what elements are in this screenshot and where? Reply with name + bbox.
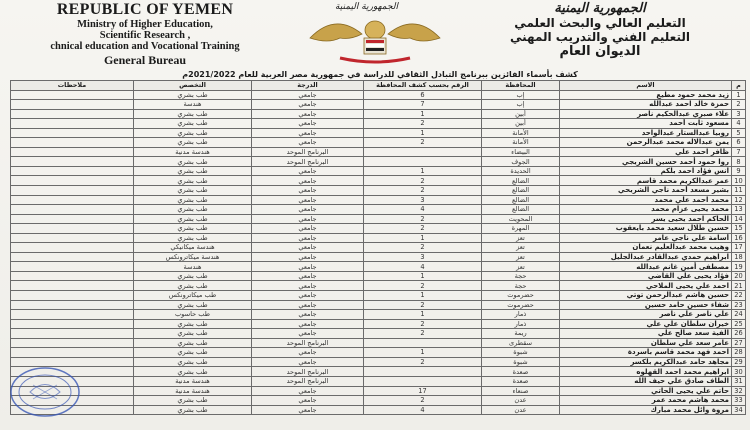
- cell-number: 23: [732, 300, 746, 310]
- table-row: [11, 262, 746, 272]
- cell-major: طب بشري: [134, 166, 252, 176]
- cell-number: 18: [732, 252, 746, 262]
- cell-governorate: عدن: [482, 405, 560, 415]
- cell-number: 5: [732, 128, 746, 138]
- cell-degree: جامعي: [252, 214, 364, 224]
- cell-governorate: ذمار: [482, 319, 560, 329]
- cell-number: 4: [732, 119, 746, 129]
- cell-degree: البرنامج الموحد: [252, 338, 364, 348]
- cell-name: زيد محمد حمود مطيع: [560, 90, 732, 100]
- cell-list-number: 1: [364, 233, 482, 243]
- table-row: [11, 157, 746, 167]
- cell-governorate: تعز: [482, 243, 560, 253]
- cell-number: 12: [732, 195, 746, 205]
- cell-degree: جامعي: [252, 90, 364, 100]
- cell-number: 29: [732, 357, 746, 367]
- table-row: [11, 119, 746, 129]
- training-ar: التعليم الفني والتدريب المهني: [510, 29, 690, 44]
- cell-degree: جامعي: [252, 281, 364, 291]
- cell-notes: [11, 138, 134, 148]
- cell-governorate: الجوف: [482, 157, 560, 167]
- table-row: [11, 291, 746, 301]
- cell-list-number: 4: [364, 405, 482, 415]
- cell-name: يمن عبدالاله محمد عبدالرحمن: [560, 138, 732, 148]
- cell-degree: جامعي: [252, 300, 364, 310]
- cell-list-number: 1: [364, 109, 482, 119]
- cell-governorate: إب: [482, 90, 560, 100]
- cell-name: عامر سعد علي سلطان: [560, 338, 732, 348]
- cell-notes: [11, 128, 134, 138]
- cell-list-number: 1: [364, 348, 482, 358]
- cell-number: 27: [732, 338, 746, 348]
- cell-notes: [11, 252, 134, 262]
- cell-number: 30: [732, 367, 746, 377]
- header-english: [0, 2, 290, 66]
- cell-degree: جامعي: [252, 357, 364, 367]
- col-name: الاسم: [560, 81, 732, 91]
- cell-name: وهيب محمد عبدالعليم نعمان: [560, 243, 732, 253]
- table-row: [11, 281, 746, 291]
- cell-notes: [11, 319, 134, 329]
- research-line: Scientific Research ,: [99, 29, 191, 41]
- cell-list-number: 2: [364, 300, 482, 310]
- cell-name: شفاء حسين حامد حسين: [560, 300, 732, 310]
- cell-name: مصطفى أمين غانم عبدالله: [560, 262, 732, 272]
- official-stamp: [8, 365, 83, 420]
- cell-name: الطاف صادق علي حيف الله: [560, 376, 732, 386]
- table-header-row: [11, 81, 746, 91]
- cell-number: 21: [732, 281, 746, 291]
- table-row: [11, 376, 746, 386]
- cell-major: هندسة مدنية: [134, 376, 252, 386]
- cell-governorate: الضالع: [482, 186, 560, 196]
- cell-list-number: 2: [364, 138, 482, 148]
- cell-name: حاتم علي يحيى الحاتي: [560, 386, 732, 396]
- table-row: [11, 243, 746, 253]
- cell-list-number: 4: [364, 262, 482, 272]
- cell-major: طب بشري: [134, 224, 252, 234]
- cell-governorate: شبوة: [482, 357, 560, 367]
- cell-number: 6: [732, 138, 746, 148]
- cell-notes: [11, 176, 134, 186]
- cell-name: روبيا عبدالستار عبدالواحد: [560, 128, 732, 138]
- cell-list-number: 1: [364, 271, 482, 281]
- cell-governorate: البيضاء: [482, 147, 560, 157]
- header-arabic: [450, 2, 750, 59]
- cell-major: طب بشري: [134, 396, 252, 406]
- cell-notes: [11, 100, 134, 110]
- cell-governorate: حجة: [482, 281, 560, 291]
- cell-degree: جامعي: [252, 396, 364, 406]
- ministry-line: Ministry of Higher Education,: [77, 18, 213, 30]
- cell-governorate: ريمة: [482, 329, 560, 339]
- cell-notes: [11, 338, 134, 348]
- table-row: [11, 329, 746, 339]
- cell-governorate: المحويت: [482, 214, 560, 224]
- cell-governorate: حضرموت: [482, 300, 560, 310]
- cell-name: انس فؤاد احمد بلكم: [560, 166, 732, 176]
- cell-major: طب بشري: [134, 195, 252, 205]
- cell-governorate: الأمانة: [482, 138, 560, 148]
- cell-major: هندسة: [134, 262, 252, 272]
- table-row: [11, 233, 746, 243]
- bureau-line: General Bureau: [103, 52, 187, 67]
- table-row: [11, 348, 746, 358]
- training-line: chnical education and Vocational Training: [50, 40, 240, 52]
- cell-name: مجاهد حامد عبدالكريم بلكسر: [560, 357, 732, 367]
- cell-notes: [11, 224, 134, 234]
- document-title: كشف بأسماء الفائزين ببرنامج التبادل الثقافي للدراسة في جمهورية مصر العربية للعام 2021/2022م: [182, 70, 578, 79]
- stamp-seal-icon: [8, 365, 83, 420]
- cell-number: 25: [732, 319, 746, 329]
- cell-name: عمر عبدالكريم محمد قاسم: [560, 176, 732, 186]
- col-list-number: الرقم بحسب كشف المحافظة: [364, 81, 482, 91]
- cell-major: طب بشري: [134, 119, 252, 129]
- cell-degree: جامعي: [252, 138, 364, 148]
- cell-notes: [11, 262, 134, 272]
- cell-degree: جامعي: [252, 186, 364, 196]
- cell-list-number: [364, 338, 482, 348]
- cell-number: 31: [732, 376, 746, 386]
- table-row: [11, 300, 746, 310]
- table-row: [11, 90, 746, 100]
- cell-major: طب بشري: [134, 405, 252, 415]
- cell-notes: [11, 195, 134, 205]
- table-row: [11, 138, 746, 148]
- cell-degree: البرنامج الموحد: [252, 147, 364, 157]
- cell-major: طب بشري: [134, 348, 252, 358]
- cell-name: فؤاد يحيى علي القاضي: [560, 271, 732, 281]
- cell-number: 26: [732, 329, 746, 339]
- cell-list-number: 3: [364, 252, 482, 262]
- cell-degree: جامعي: [252, 109, 364, 119]
- cell-number: 17: [732, 243, 746, 253]
- cell-degree: جامعي: [252, 386, 364, 396]
- country-title: REPUBLIC OF YEMEN: [56, 1, 234, 18]
- cell-major: هندسة ميكانيكي: [134, 243, 252, 253]
- cell-governorate: تعز: [482, 262, 560, 272]
- cell-governorate: صعدة: [482, 367, 560, 377]
- cell-number: 13: [732, 205, 746, 215]
- republic-ar: الجمهورية اليمنية: [554, 1, 646, 16]
- cell-notes: [11, 166, 134, 176]
- cell-name: ظافر احمد علي: [560, 147, 732, 157]
- winners-table: [10, 80, 746, 415]
- cell-notes: [11, 300, 134, 310]
- cell-notes: [11, 281, 134, 291]
- cell-list-number: 6: [364, 90, 482, 100]
- cell-list-number: 17: [364, 386, 482, 396]
- table-row: [11, 367, 746, 377]
- cell-degree: جامعي: [252, 243, 364, 253]
- cell-major: هندسة: [134, 100, 252, 110]
- cell-major: طب بشري: [134, 233, 252, 243]
- cell-degree: جامعي: [252, 166, 364, 176]
- cell-name: محمد يحيى عزام محمد: [560, 205, 732, 215]
- cell-major: طب بشري: [134, 176, 252, 186]
- cell-number: 24: [732, 310, 746, 320]
- emblem-caption: الجمهورية اليمنية: [335, 2, 399, 12]
- col-governorate: المحافظة: [482, 81, 560, 91]
- cell-governorate: سقطرى: [482, 338, 560, 348]
- cell-list-number: 4: [364, 205, 482, 215]
- cell-name: محمد هاشم محمد عمر: [560, 396, 732, 406]
- cell-governorate: الضالع: [482, 176, 560, 186]
- table-row: [11, 396, 746, 406]
- cell-name: روا حمود أحمد حسين الشريجي: [560, 157, 732, 167]
- cell-degree: جامعي: [252, 271, 364, 281]
- cell-notes: [11, 147, 134, 157]
- table-row: [11, 100, 746, 110]
- table-row: [11, 109, 746, 119]
- cell-governorate: الضالع: [482, 205, 560, 215]
- cell-degree: جامعي: [252, 310, 364, 320]
- cell-list-number: 2: [364, 243, 482, 253]
- cell-degree: جامعي: [252, 224, 364, 234]
- cell-governorate: المهرة: [482, 224, 560, 234]
- col-degree: الدرجة: [252, 81, 364, 91]
- table-row: [11, 319, 746, 329]
- cell-major: طب بشري: [134, 300, 252, 310]
- cell-number: 9: [732, 166, 746, 176]
- table-row: [11, 357, 746, 367]
- table-row: [11, 128, 746, 138]
- cell-number: 2: [732, 100, 746, 110]
- table-row: [11, 176, 746, 186]
- col-notes: ملاحظات: [11, 81, 134, 91]
- cell-number: 34: [732, 405, 746, 415]
- cell-list-number: 2: [364, 396, 482, 406]
- bureau-ar: الديوان العام: [559, 43, 641, 59]
- cell-list-number: 2: [364, 281, 482, 291]
- cell-name: احمد علي يحيى الملاحي: [560, 281, 732, 291]
- cell-notes: [11, 348, 134, 358]
- cell-name: الفية سعد صالح علي: [560, 329, 732, 339]
- cell-governorate: حجة: [482, 271, 560, 281]
- cell-major: طب حاسوب: [134, 310, 252, 320]
- cell-major: طب بشري: [134, 367, 252, 377]
- cell-governorate: صنعاء: [482, 386, 560, 396]
- cell-number: 33: [732, 396, 746, 406]
- cell-governorate: تعز: [482, 233, 560, 243]
- cell-degree: جامعي: [252, 119, 364, 129]
- cell-degree: جامعي: [252, 348, 364, 358]
- table-row: [11, 386, 746, 396]
- cell-major: هندسة ميكاترونكس: [134, 252, 252, 262]
- cell-major: طب ميكاترونكس: [134, 291, 252, 301]
- table-row: [11, 214, 746, 224]
- cell-degree: جامعي: [252, 262, 364, 272]
- cell-number: 32: [732, 386, 746, 396]
- cell-governorate: صعدة: [482, 376, 560, 386]
- cell-name: علاء صبري عبدالحكيم ناصر: [560, 109, 732, 119]
- cell-governorate: الضالع: [482, 195, 560, 205]
- cell-list-number: 1: [364, 291, 482, 301]
- cell-number: 11: [732, 186, 746, 196]
- cell-major: طب بشري: [134, 205, 252, 215]
- cell-governorate: حضرموت: [482, 291, 560, 301]
- cell-major: طب بشري: [134, 214, 252, 224]
- cell-name: مروة وائل محمد مبارك: [560, 405, 732, 415]
- cell-notes: [11, 291, 134, 301]
- cell-notes: [11, 119, 134, 129]
- cell-name: ابراهيم حمدي عبدالقادر عبدالجليل: [560, 252, 732, 262]
- cell-degree: جامعي: [252, 195, 364, 205]
- cell-list-number: [364, 376, 482, 386]
- cell-governorate: أبين: [482, 109, 560, 119]
- cell-notes: [11, 329, 134, 339]
- cell-major: طب بشري: [134, 186, 252, 196]
- cell-notes: [11, 109, 134, 119]
- cell-name: الحاكم احمد يحيى يسر: [560, 214, 732, 224]
- cell-list-number: [364, 147, 482, 157]
- cell-number: 20: [732, 271, 746, 281]
- cell-notes: [11, 214, 134, 224]
- cell-governorate: الحديدة: [482, 166, 560, 176]
- table-row: [11, 252, 746, 262]
- cell-list-number: 2: [364, 224, 482, 234]
- cell-number: 28: [732, 348, 746, 358]
- cell-governorate: أبين: [482, 119, 560, 129]
- table-row: [11, 271, 746, 281]
- table-row: [11, 147, 746, 157]
- cell-number: 15: [732, 224, 746, 234]
- cell-notes: [11, 186, 134, 196]
- cell-number: 16: [732, 233, 746, 243]
- cell-name: حمزة خالد احمد عبدالله: [560, 100, 732, 110]
- cell-major: طب بشري: [134, 319, 252, 329]
- table-row: [11, 310, 746, 320]
- cell-list-number: 2: [364, 214, 482, 224]
- cell-degree: جامعي: [252, 128, 364, 138]
- footer-strip: [0, 424, 750, 430]
- cell-major: طب بشري: [134, 271, 252, 281]
- table-row: [11, 338, 746, 348]
- cell-list-number: [364, 367, 482, 377]
- col-major: التخصص: [134, 81, 252, 91]
- cell-name: أسامة علي ناجي عامر: [560, 233, 732, 243]
- cell-list-number: 2: [364, 329, 482, 339]
- cell-major: هندسة مدنية: [134, 386, 252, 396]
- cell-notes: [11, 205, 134, 215]
- cell-name: حسين طلال سعيد محمد بايعقوب: [560, 224, 732, 234]
- cell-name: مسعود ثابت أحمد: [560, 119, 732, 129]
- cell-notes: [11, 243, 134, 253]
- cell-degree: جامعي: [252, 233, 364, 243]
- cell-major: طب بشري: [134, 157, 252, 167]
- cell-name: ابراهيم محمد احمد القهلوه: [560, 367, 732, 377]
- cell-degree: جامعي: [252, 329, 364, 339]
- table-row: [11, 405, 746, 415]
- cell-number: 19: [732, 262, 746, 272]
- table-row: [11, 224, 746, 234]
- cell-name: بشير مسعد أحمد ناجي الشريحي: [560, 186, 732, 196]
- cell-degree: جامعي: [252, 405, 364, 415]
- cell-name: علي ناصر علي ناصر: [560, 310, 732, 320]
- cell-degree: جامعي: [252, 319, 364, 329]
- cell-list-number: 2: [364, 186, 482, 196]
- cell-list-number: 2: [364, 357, 482, 367]
- cell-major: هندسة مدنية: [134, 147, 252, 157]
- cell-name: محمد احمد علي محمد: [560, 195, 732, 205]
- cell-list-number: 7: [364, 100, 482, 110]
- cell-major: طب بشري: [134, 329, 252, 339]
- cell-list-number: 2: [364, 319, 482, 329]
- table-row: [11, 205, 746, 215]
- cell-degree: البرنامج الموحد: [252, 376, 364, 386]
- cell-governorate: الأمانة: [482, 128, 560, 138]
- cell-major: طب بشري: [134, 90, 252, 100]
- cell-degree: جامعي: [252, 100, 364, 110]
- cell-degree: جامعي: [252, 205, 364, 215]
- cell-number: 3: [732, 109, 746, 119]
- cell-name: خيران سلطان علي علي: [560, 319, 732, 329]
- cell-governorate: عدن: [482, 396, 560, 406]
- table-row: [11, 166, 746, 176]
- cell-name: حسين هاشم عبدالرحمن توتي: [560, 291, 732, 301]
- cell-name: احمد فهد محمد قاسم باسردة: [560, 348, 732, 358]
- cell-list-number: 2: [364, 119, 482, 129]
- col-number: م: [732, 81, 746, 91]
- cell-major: طب بشري: [134, 138, 252, 148]
- cell-governorate: تعز: [482, 252, 560, 262]
- cell-list-number: 1: [364, 310, 482, 320]
- cell-list-number: 3: [364, 195, 482, 205]
- cell-degree: البرنامج الموحد: [252, 367, 364, 377]
- cell-major: طب بشري: [134, 128, 252, 138]
- cell-governorate: شبوة: [482, 348, 560, 358]
- cell-governorate: ذمار: [482, 310, 560, 320]
- cell-major: طب بشري: [134, 338, 252, 348]
- cell-degree: جامعي: [252, 176, 364, 186]
- cell-number: 7: [732, 147, 746, 157]
- cell-major: طب بشري: [134, 281, 252, 291]
- cell-governorate: إب: [482, 100, 560, 110]
- cell-degree: البرنامج الموحد: [252, 157, 364, 167]
- cell-number: 1: [732, 90, 746, 100]
- cell-list-number: 1: [364, 128, 482, 138]
- cell-notes: [11, 271, 134, 281]
- cell-list-number: [364, 157, 482, 167]
- cell-list-number: 1: [364, 166, 482, 176]
- cell-number: 14: [732, 214, 746, 224]
- cell-notes: [11, 157, 134, 167]
- cell-notes: [11, 90, 134, 100]
- table-row: [11, 195, 746, 205]
- cell-number: 10: [732, 176, 746, 186]
- cell-notes: [11, 310, 134, 320]
- cell-number: 8: [732, 157, 746, 167]
- cell-list-number: 2: [364, 176, 482, 186]
- yemen-emblem: [300, 0, 450, 70]
- cell-notes: [11, 233, 134, 243]
- cell-degree: جامعي: [252, 252, 364, 262]
- cell-number: 22: [732, 291, 746, 301]
- cell-major: طب بشري: [134, 109, 252, 119]
- cell-major: طب بشري: [134, 357, 252, 367]
- ministry-ar: التعليم العالي والبحث العلمي: [514, 15, 686, 30]
- cell-degree: جامعي: [252, 291, 364, 301]
- table-row: [11, 186, 746, 196]
